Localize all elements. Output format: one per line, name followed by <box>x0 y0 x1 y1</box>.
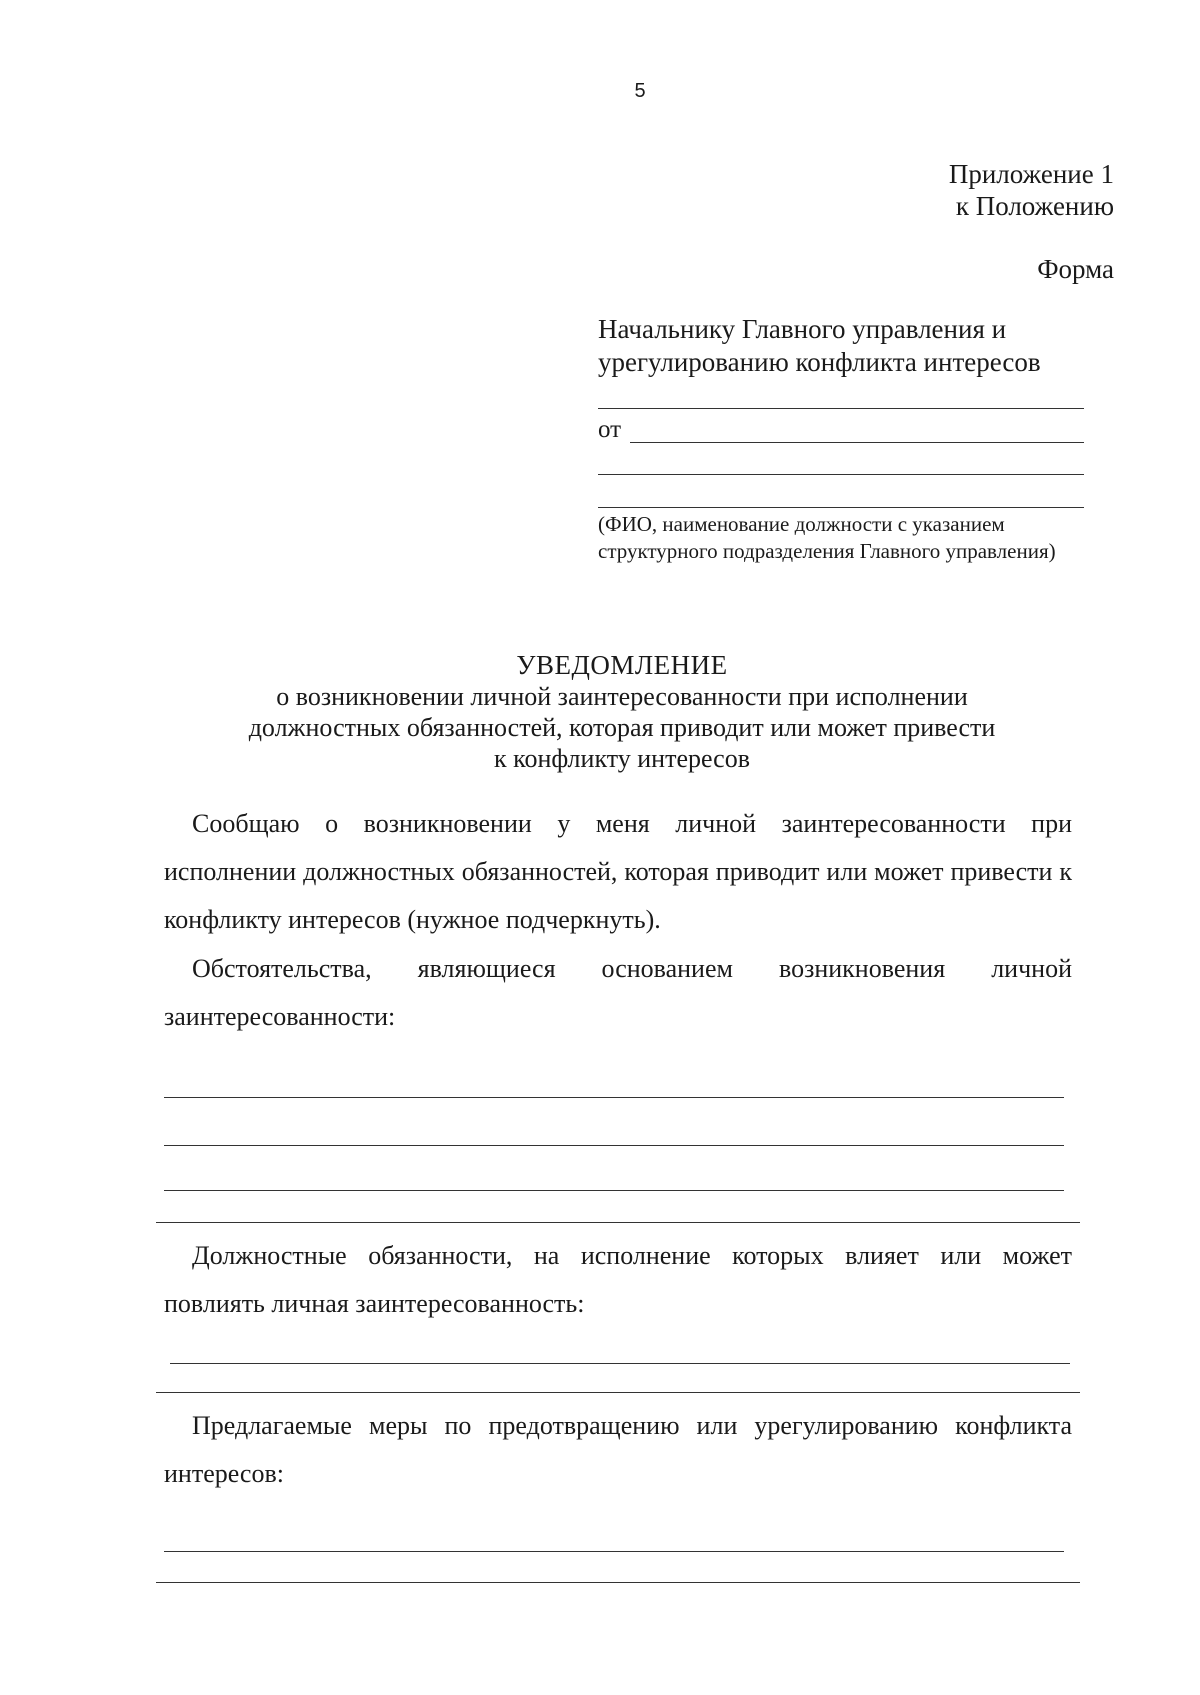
duties-blank-line-1[interactable] <box>170 1363 1070 1364</box>
paragraph-measures <box>164 1402 1072 1498</box>
measures-blank-line-2[interactable] <box>156 1582 1080 1583</box>
paragraph-circumstances <box>164 945 1072 1041</box>
addressee-blank-line-1[interactable] <box>598 408 1084 409</box>
duties-blank-line-2[interactable] <box>156 1392 1080 1393</box>
page-number: 5 <box>634 80 646 102</box>
appendix-line-2: к Положению <box>955 191 1114 221</box>
appendix-line-1: Приложение 1 <box>948 159 1114 189</box>
paragraph-circumstances-text: Обстоятельства, являющиеся основанием возникновения личной заинтересованности: <box>164 954 1072 1031</box>
addressee-blank-line-3[interactable] <box>598 507 1084 508</box>
appendix-reference <box>949 158 1114 222</box>
paragraph-report <box>164 800 1072 944</box>
notification-subtitle-line-1: о возникновении личной заинтересованности при исполнении <box>276 682 968 711</box>
paragraph-duties-text: Должностные обязанности, на исполнение которых влияет или может повлиять личная заинтересованность: <box>164 1241 1072 1318</box>
circumstances-blank-line-2[interactable] <box>164 1145 1064 1146</box>
from-label: от <box>598 416 622 443</box>
from-blank-line[interactable] <box>630 442 1084 443</box>
circumstances-blank-line-1[interactable] <box>164 1097 1064 1098</box>
fio-note: (ФИО, наименование должности с указанием структурного подразделения Главного управления) <box>598 512 1056 563</box>
addressee: Начальнику Главного управления и урегулированию конфликта интересов <box>598 314 1041 377</box>
circumstances-blank-line-3[interactable] <box>164 1190 1064 1191</box>
form-label: Форма <box>1037 254 1114 284</box>
paragraph-report-text: Сообщаю о возникновении у меня личной заинтересованности при исполнении должностных обязанностей, которая приводит или может привести к конфликту интересов (нужное подчеркнуть). <box>164 809 1072 934</box>
paragraph-measures-text: Предлагаемые меры по предотвращению или урегулированию конфликта интересов: <box>164 1411 1072 1488</box>
paragraph-duties <box>164 1232 1072 1328</box>
addressee-blank-line-2[interactable] <box>598 474 1084 475</box>
notification-subtitle-line-2: должностных обязанностей, которая приводит или может привести <box>248 713 996 742</box>
measures-blank-line-1[interactable] <box>164 1551 1064 1552</box>
circumstances-blank-line-4[interactable] <box>156 1222 1080 1223</box>
notification-heading: УВЕДОМЛЕНИЕ <box>516 650 728 680</box>
notification-title-block <box>150 650 1094 774</box>
notification-subtitle-line-3: к конфликту интересов <box>494 744 750 773</box>
